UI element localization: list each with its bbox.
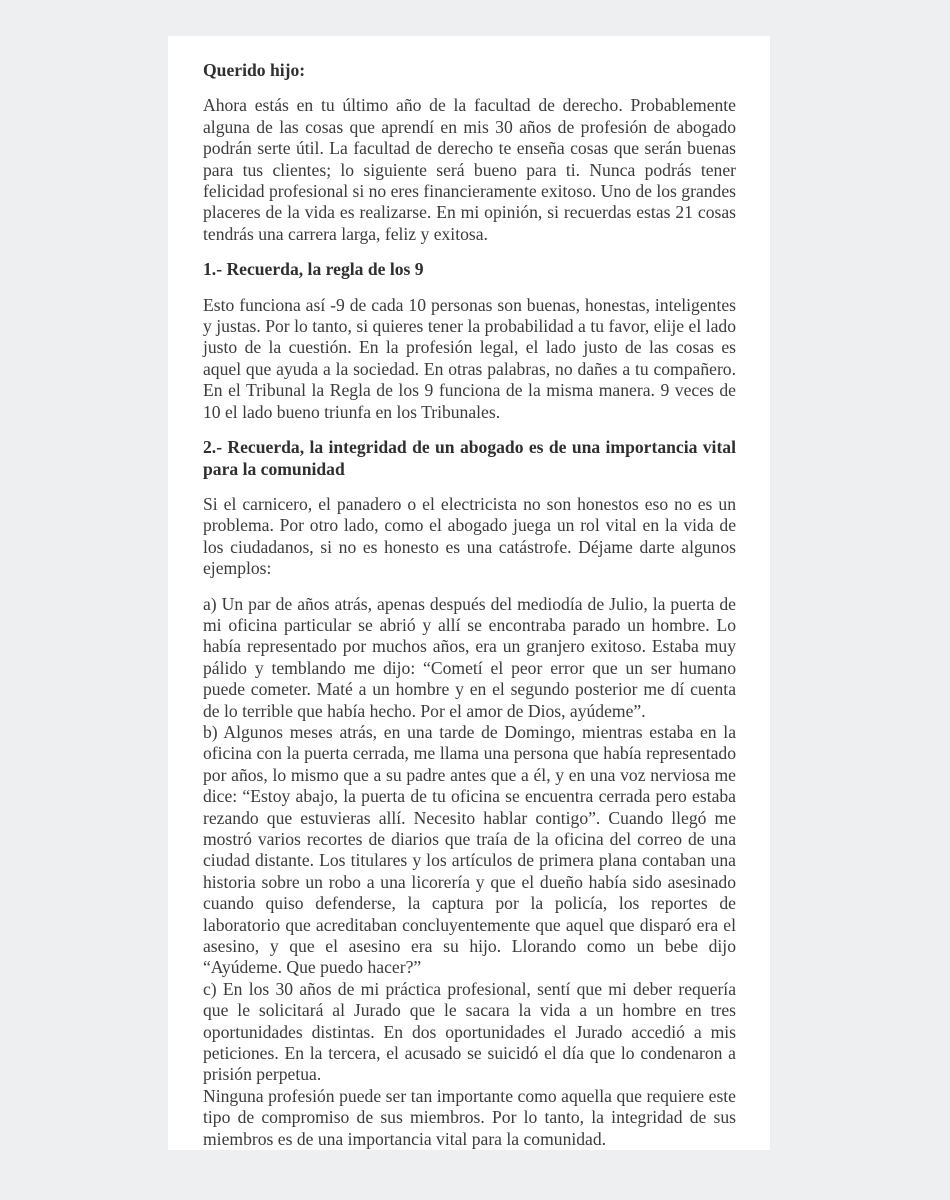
- salutation: Querido hijo:: [203, 60, 306, 80]
- intro-paragraph: Ahora estás en tu último año de la facultad de derecho. Probablemente alguna de las cosas que aprendí en mis 30 años de profesión de abogado podrán serte útil. La facultad de derecho te enseña cosas que serán buenas para tus clientes; lo siguiente será bueno para ti. Nunca podrás tener felicidad profesional si no eres financieramente exitoso. Uno de los grandes placeres de la vida es realizarse. En mi opinión, si recuerdas estas 21 cosas tendrás una carrera larga, feliz y exitosa.: [203, 95, 737, 244]
- example-b: b) Algunos meses atrás, en una tarde de Domingo, mientras estaba en la oficina con la puerta cerrada, me llama una persona que había representado por años, lo mismo que a su padre antes que a él, y en una voz nerviosa me dice: “Estoy abajo, la puerta de tu oficina se encuentra cerrada pero estaba rezando que estuvieras allí. Necesito hablar contigo”. Cuando llegó me mostró varios recortes de diarios que traía de la oficina del correo de una ciudad distante. Los titulares y los artículos de primera plana contaban una historia sobre un robo a una licorería y que el dueño había sido asesinado cuando quiso defenderse, la captura por la policía, los reportes de laboratorio que acreditaban concluyentemente que aquel que disparó era el asesino, y que el asesino era su hijo. Llorando como un bebe dijo “Ayúdeme. Que puedo hacer?”: [203, 721, 736, 978]
- example-a: a) Un par de años atrás, apenas después del mediodía de Julio, la puerta de mi oficina particular se abrió y allí se encontraba parado un hombre. Lo había representado por muchos años, era un granjero exitoso. Estaba muy pálido y temblando me dijo: “Cometí el peor error que un ser humano puede cometer. Maté a un hombre y en el segundo posterior me dí cuenta de lo terrible que había hecho. Por el amor de Dios, ayúdeme”.: [203, 593, 736, 721]
- document-page: [168, 36, 770, 1150]
- section-1-body: Esto funciona así -9 de cada 10 personas son buenas, honestas, inteligentes y justas. Por lo tanto, si quieres tener la probabilidad a tu favor, elije el lado justo de la cuestión. En la profesión legal, el lado justo de las cosas es aquel que ayuda a la sociedad. En otras palabras, no dañes a tu compañero. En el Tribunal la Regla de los 9 funciona de la misma manera. 9 veces de 10 el lado bueno triunfa en los Tribunales.: [203, 294, 736, 422]
- example-c: c) En los 30 años de mi práctica profesional, sentí que mi deber requería que le solicitará al Jurado que le sacara la vida a un hombre en tres oportunidades distintas. En dos oportunidades el Jurado accedió a mis peticiones. En la tercera, el acusado se suicidó el día que lo condenaron a prisión perpetua.: [203, 978, 736, 1085]
- closing-paragraph: Ninguna profesión puede ser tan importante como aquella que requiere este tipo de compromiso de sus miembros. Por lo tanto, la integridad de sus miembros es de una importancia vital para la comunidad.: [203, 1085, 736, 1149]
- section-1-heading: 1.- Recuerda, la regla de los 9: [203, 259, 424, 280]
- section-2-body: Si el carnicero, el panadero o el electricista no son honestos eso no es un problema. Por otro lado, como el abogado juega un rol vital en la vida de los ciudadanos, si no es honesto es una catástrofe. Déjame darte algunos ejemplos:: [203, 493, 736, 579]
- section-2-heading: 2.- Recuerda, la integridad de un abogado es de una importancia vital para la comunidad: [203, 437, 736, 479]
